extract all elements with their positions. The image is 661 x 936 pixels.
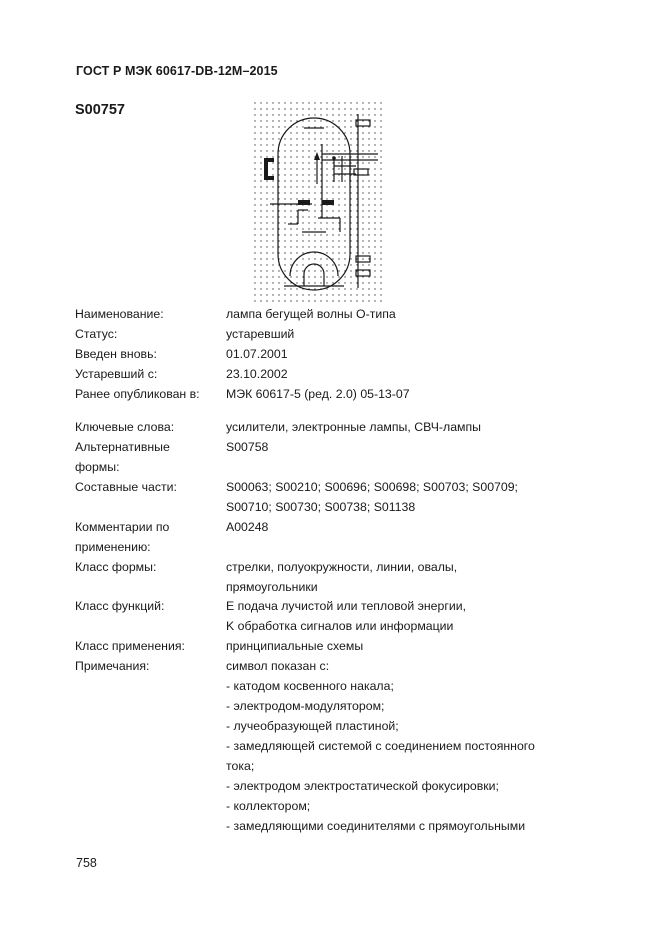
field-value: A00248 [226,520,269,534]
page-number: 758 [76,856,97,870]
field-value: 01.07.2001 [226,347,288,361]
field-label: Введен вновь: [75,347,157,361]
traveling-wave-tube-symbol [252,100,384,304]
field-label: Ключевые слова: [75,420,175,434]
field-label: Класс функций: [75,599,165,613]
field-value: 23.10.2002 [226,367,288,381]
field-value: E подача лучистой или тепловой энергии, K обработка сигналов или информации [226,599,466,633]
field-label: Примечания: [75,659,150,673]
field-label: Класс применения: [75,639,185,653]
field-label: Альтернативные формы: [75,440,170,474]
field-value: принципиальные схемы [226,639,364,653]
field-value: S00758 [226,440,269,454]
field-label: Ранее опубликован в: [75,387,200,401]
document-header: ГОСТ Р МЭК 60617-DB-12M–2015 [76,64,278,78]
field-label: Класс формы: [75,560,157,574]
field-value: устаревший [226,327,295,341]
beam-plate-left [298,200,310,205]
field-value: символ показан с: - катодом косвенного накала; - электродом-модулятором; - лучеобразующей пластиной; - замедляющей системой с соединением постоянного тока; - электродом электростатической фокусировки; - коллектором; - замедляющими соединителями с прямоугольными [226,659,535,833]
field-label: Комментарии по применению: [75,520,170,554]
field-label: Статус: [75,327,118,341]
field-value: МЭК 60617-5 (ред. 2.0) 05-13-07 [226,387,410,401]
field-value: усилители, электронные лампы, СВЧ-лампы [226,420,481,434]
symbol-grid [252,100,384,304]
beam-plate-right [322,200,334,205]
field-label: Составные части: [75,480,177,494]
field-value: стрелки, полуокружности, линии, овалы, прямоугольники [226,560,458,594]
field-value: S00063; S00210; S00696; S00698; S00703; S00709; S00710; S00730; S00738; S01138 [226,480,518,514]
field-value: лампа бегущей волны О-типа [226,307,396,321]
field-label: Устаревший с: [75,367,158,381]
symbol-code: S00757 [75,102,125,118]
field-label: Наименование: [75,307,164,321]
